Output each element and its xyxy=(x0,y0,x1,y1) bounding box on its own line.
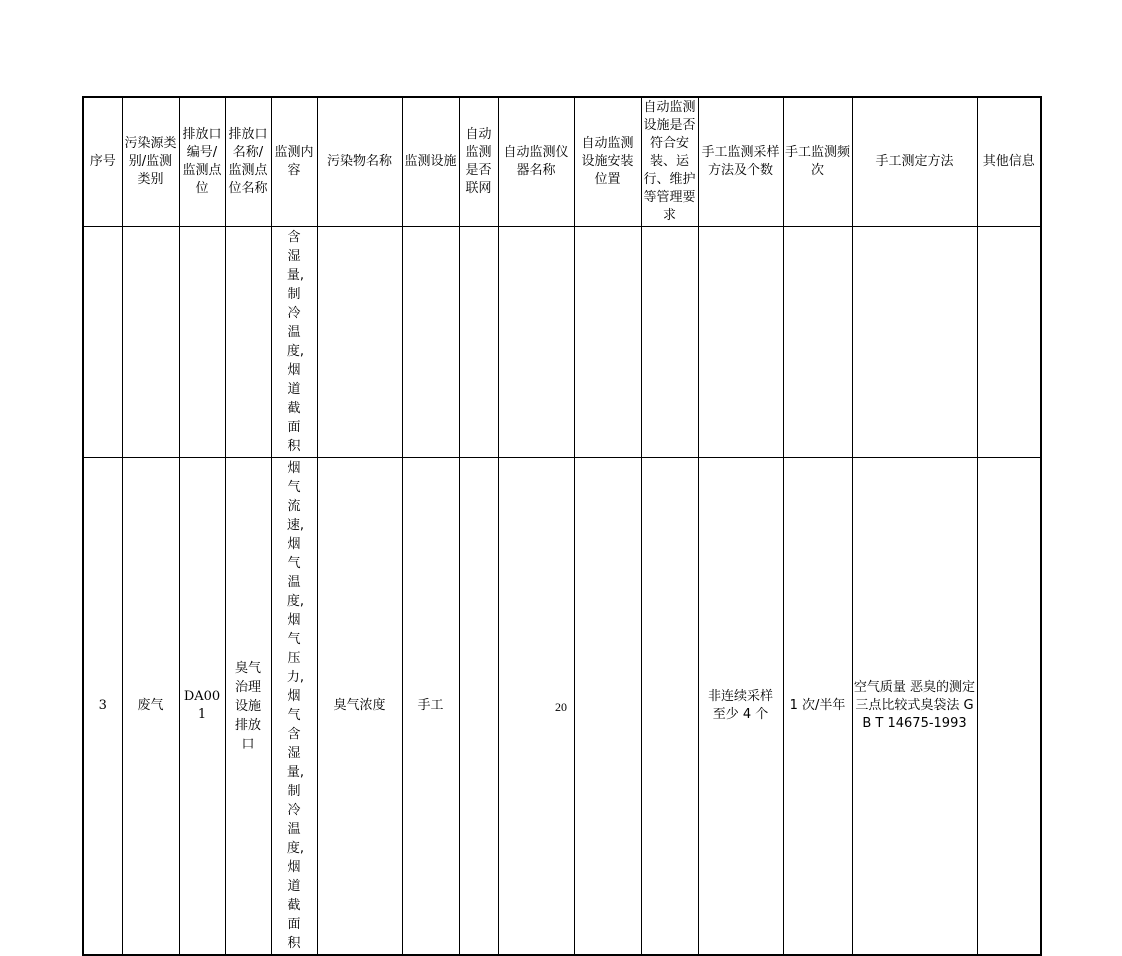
cell-seq: 3 xyxy=(83,458,122,956)
header-auto-instrument: 自动监测仪器名称 xyxy=(498,97,574,227)
outlet-name-text: 臭气治理设施排放口 xyxy=(234,660,261,752)
cell-outlet-code: DA001 xyxy=(179,458,225,956)
monitoring-content-text: 含湿量,制冷温度,烟道截面积 xyxy=(286,230,304,454)
header-manual-method: 手工测定方法 xyxy=(852,97,977,227)
cell-source-type xyxy=(122,227,179,458)
header-source-type: 污染源类别/监测类别 xyxy=(122,97,179,227)
table-header-row xyxy=(83,97,1041,227)
cell-outlet-code xyxy=(179,227,225,458)
header-auto-networked: 自动监测是否联网 xyxy=(459,97,498,227)
cell-source-type: 废气 xyxy=(122,458,179,956)
header-outlet-code: 排放口编号/监测点位 xyxy=(179,97,225,227)
cell-manual-frequency: 1 次/半年 xyxy=(783,458,852,956)
header-seq: 序号 xyxy=(83,97,122,227)
cell-manual-frequency xyxy=(783,227,852,458)
cell-manual-method xyxy=(852,227,977,458)
cell-auto-compliance xyxy=(641,227,698,458)
cell-outlet-name xyxy=(225,227,271,458)
cell-monitoring-content xyxy=(271,227,317,458)
cell-auto-instrument xyxy=(498,227,574,458)
page-number: 20 xyxy=(555,700,567,714)
header-other-info: 其他信息 xyxy=(977,97,1041,227)
header-pollutant: 污染物名称 xyxy=(317,97,402,227)
cell-manual-method: 空气质量 恶臭的测定 三点比较式臭袋法 GB T 14675-1993 xyxy=(852,458,977,956)
header-facility: 监测设施 xyxy=(402,97,459,227)
cell-seq xyxy=(83,227,122,458)
cell-manual-sampling xyxy=(698,227,783,458)
cell-pollutant: 臭气浓度 xyxy=(317,458,402,956)
monitoring-content-text: 烟气流速,烟气温度,烟气压力,烟气含湿量,制冷温度,烟道截面积 xyxy=(286,461,304,951)
header-manual-frequency: 手工监测频次 xyxy=(783,97,852,227)
header-auto-location: 自动监测设施安装位置 xyxy=(574,97,641,227)
table-row-continuation xyxy=(83,227,1041,458)
cell-manual-sampling: 非连续采样 至少 4 个 xyxy=(698,458,783,956)
cell-auto-networked xyxy=(459,227,498,458)
cell-auto-location xyxy=(574,227,641,458)
header-manual-sampling: 手工监测采样方法及个数 xyxy=(698,97,783,227)
monitoring-plan-table xyxy=(82,96,1042,956)
cell-facility: 手工 xyxy=(402,458,459,956)
cell-other-info xyxy=(977,227,1041,458)
header-auto-compliance: 自动监测设施是否符合安装、运行、维护等管理要求 xyxy=(641,97,698,227)
cell-pollutant xyxy=(317,227,402,458)
cell-facility xyxy=(402,227,459,458)
header-monitoring-content: 监测内容 xyxy=(271,97,317,227)
header-outlet-name: 排放口名称/监测点位名称 xyxy=(225,97,271,227)
